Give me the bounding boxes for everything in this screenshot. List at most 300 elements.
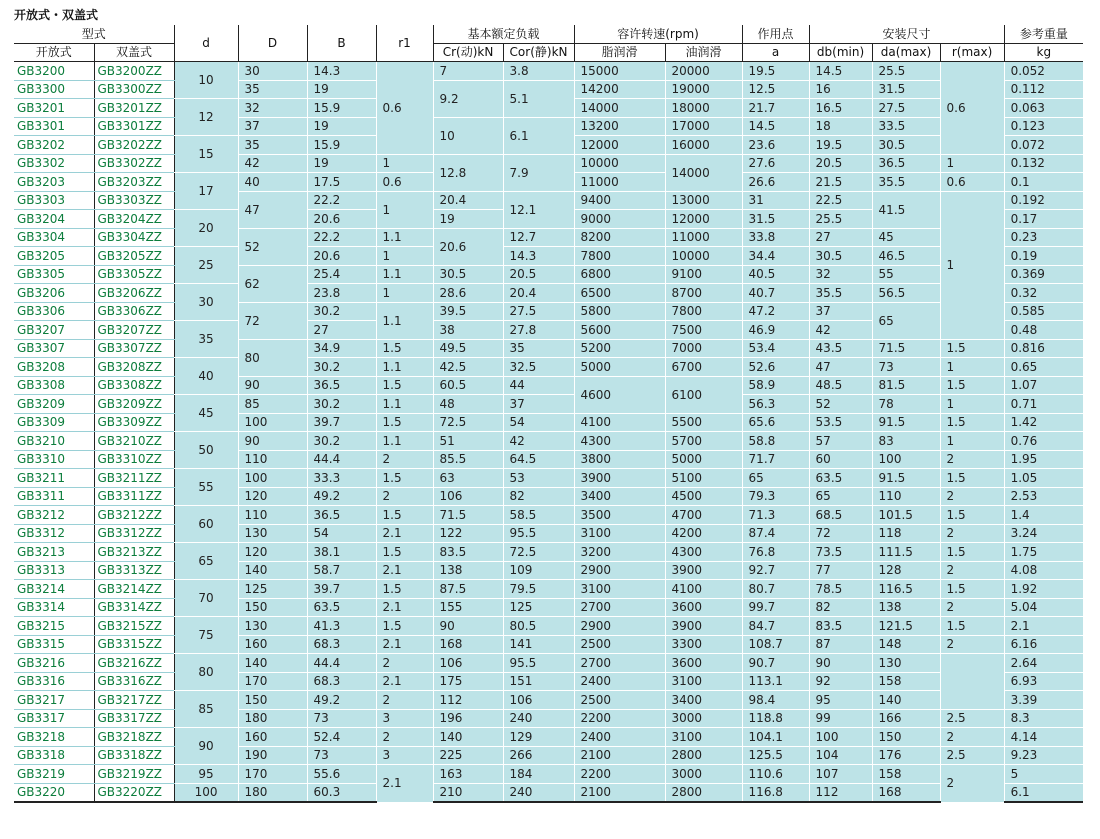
cell-cor: 95.5 (503, 654, 574, 673)
cell-action-a: 79.3 (742, 487, 809, 506)
table-row (14, 728, 1083, 747)
cell-oil-speed: 5000 (665, 450, 742, 469)
cell-model-open: GB3213 (14, 543, 94, 562)
cell-B: 30.2 (307, 358, 376, 377)
cell-model-double: GB3303ZZ (94, 191, 174, 210)
cell-r1: 1.1 (376, 395, 433, 414)
cell-D: 85 (238, 395, 307, 414)
cell-weight: 0.816 (1004, 339, 1083, 358)
cell-db: 30.5 (809, 247, 872, 266)
cell-weight: 0.072 (1004, 136, 1083, 155)
cell-model-open: GB3203 (14, 173, 94, 192)
cell-r1: 1.5 (376, 580, 433, 599)
cell-d: 20 (174, 210, 238, 247)
cell-oil-speed: 18000 (665, 99, 742, 118)
cell-r1: 3 (376, 746, 433, 765)
cell-action-a: 80.7 (742, 580, 809, 599)
cell-db: 53.5 (809, 413, 872, 432)
cell-r1: 0.6 (376, 173, 433, 192)
cell-db: 48.5 (809, 376, 872, 395)
header-d: d (174, 25, 238, 62)
cell-cor: 79.5 (503, 580, 574, 599)
cell-action-a: 76.8 (742, 543, 809, 562)
cell-action-a: 118.8 (742, 709, 809, 728)
cell-action-a: 98.4 (742, 691, 809, 710)
cell-db: 19.5 (809, 136, 872, 155)
cell-D: 160 (238, 635, 307, 654)
cell-model-open: GB3201 (14, 99, 94, 118)
cell-D: 140 (238, 654, 307, 673)
cell-r: 1.5 (940, 339, 1004, 358)
cell-weight: 1.42 (1004, 413, 1083, 432)
cell-model-double: GB3204ZZ (94, 210, 174, 229)
cell-cr: 60.5 (433, 376, 503, 395)
cell-cor: 42 (503, 432, 574, 451)
cell-D: 130 (238, 524, 307, 543)
cell-d: 75 (174, 617, 238, 654)
cell-da: 111.5 (872, 543, 940, 562)
cell-da: 100 (872, 450, 940, 469)
cell-oil-speed: 3100 (665, 672, 742, 691)
cell-oil-speed: 3400 (665, 691, 742, 710)
page-title: 开放式・双盖式 (14, 8, 99, 22)
cell-model-open: GB3304 (14, 228, 94, 247)
cell-D: 180 (238, 709, 307, 728)
cell-model-open: GB3310 (14, 450, 94, 469)
cell-da: 176 (872, 746, 940, 765)
cell-model-double: GB3212ZZ (94, 506, 174, 525)
cell-weight: 1.07 (1004, 376, 1083, 395)
table-row (14, 284, 1083, 303)
cell-oil-speed: 5100 (665, 469, 742, 488)
cell-B: 20.6 (307, 210, 376, 229)
cell-oil-speed: 3900 (665, 561, 742, 580)
cell-model-open: GB3314 (14, 598, 94, 617)
cell-weight: 0.112 (1004, 80, 1083, 99)
cell-B: 14.3 (307, 62, 376, 81)
cell-model-open: GB3210 (14, 432, 94, 451)
cell-cor: 58.5 (503, 506, 574, 525)
cell-model-open: GB3309 (14, 413, 94, 432)
cell-da: 138 (872, 598, 940, 617)
cell-B: 68.3 (307, 672, 376, 691)
cell-D: 62 (238, 265, 307, 302)
cell-r1: 2 (376, 691, 433, 710)
cell-d: 40 (174, 358, 238, 395)
cell-B: 15.9 (307, 136, 376, 155)
cell-cor: 141 (503, 635, 574, 654)
cell-grease-speed: 2400 (574, 672, 665, 691)
cell-d: 55 (174, 469, 238, 506)
cell-B: 30.2 (307, 302, 376, 321)
cell-model-double: GB3300ZZ (94, 80, 174, 99)
cell-D: 120 (238, 487, 307, 506)
cell-B: 54 (307, 524, 376, 543)
cell-weight: 6.1 (1004, 783, 1083, 802)
cell-da: 150 (872, 728, 940, 747)
cell-model-double: GB3306ZZ (94, 302, 174, 321)
cell-weight: 0.17 (1004, 210, 1083, 229)
cell-cr: 51 (433, 432, 503, 451)
cell-db: 65 (809, 487, 872, 506)
cell-db: 73.5 (809, 543, 872, 562)
cell-cr: 163 (433, 765, 503, 784)
cell-model-open: GB3208 (14, 358, 94, 377)
cell-r1: 2.1 (376, 672, 433, 691)
cell-r1: 1.5 (376, 543, 433, 562)
cell-B: 15.9 (307, 99, 376, 118)
header-open-type: 开放式 (14, 43, 94, 62)
cell-cr: 12.8 (433, 154, 503, 191)
cell-action-a: 92.7 (742, 561, 809, 580)
cell-oil-speed: 13000 (665, 191, 742, 210)
cell-d: 10 (174, 62, 238, 99)
cell-r: 1.5 (940, 580, 1004, 599)
cell-da: 166 (872, 709, 940, 728)
cell-da: 128 (872, 561, 940, 580)
header-speed: 容许转速(rpm) (574, 25, 742, 43)
cell-db: 16 (809, 80, 872, 99)
cell-cr: 210 (433, 783, 503, 802)
cell-d: 12 (174, 99, 238, 136)
cell-cr: 168 (433, 635, 503, 654)
cell-model-double: GB3302ZZ (94, 154, 174, 173)
cell-action-a: 125.5 (742, 746, 809, 765)
cell-r: 1 (940, 432, 1004, 451)
cell-action-a: 116.8 (742, 783, 809, 802)
cell-oil-speed: 7000 (665, 339, 742, 358)
cell-r1: 1 (376, 154, 433, 173)
cell-r1: 1 (376, 191, 433, 228)
cell-D: 72 (238, 302, 307, 339)
cell-D: 30 (238, 62, 307, 81)
table-row (14, 783, 1083, 802)
cell-cr: 122 (433, 524, 503, 543)
cell-model-double: GB3314ZZ (94, 598, 174, 617)
cell-r1: 1 (376, 247, 433, 266)
cell-action-a: 84.7 (742, 617, 809, 636)
cell-oil-speed: 20000 (665, 62, 742, 81)
cell-oil-speed: 5700 (665, 432, 742, 451)
header-action-point: 作用点 (742, 25, 809, 43)
cell-action-a: 65.6 (742, 413, 809, 432)
cell-db: 22.5 (809, 191, 872, 210)
cell-weight: 0.19 (1004, 247, 1083, 266)
cell-cr: 30.5 (433, 265, 503, 284)
cell-model-open: GB3315 (14, 635, 94, 654)
cell-D: 90 (238, 432, 307, 451)
cell-D: 40 (238, 173, 307, 192)
cell-oil-speed: 4700 (665, 506, 742, 525)
cell-B: 44.4 (307, 450, 376, 469)
cell-action-a: 34.4 (742, 247, 809, 266)
cell-model-double: GB3203ZZ (94, 173, 174, 192)
cell-grease-speed: 11000 (574, 173, 665, 192)
cell-weight: 0.23 (1004, 228, 1083, 247)
cell-cor: 20.4 (503, 284, 574, 303)
cell-model-double: GB3304ZZ (94, 228, 174, 247)
cell-B: 73 (307, 746, 376, 765)
cell-model-open: GB3301 (14, 117, 94, 136)
cell-r: 1 (940, 154, 1004, 173)
cell-cr: 72.5 (433, 413, 503, 432)
cell-D: 150 (238, 598, 307, 617)
cell-action-a: 31 (742, 191, 809, 210)
cell-db: 100 (809, 728, 872, 747)
cell-grease-speed: 3500 (574, 506, 665, 525)
header-cor: Cor(静)kN (503, 43, 574, 62)
cell-model-open: GB3200 (14, 62, 94, 81)
cell-D: 80 (238, 339, 307, 376)
cell-cor: 80.5 (503, 617, 574, 636)
cell-D: 37 (238, 117, 307, 136)
cell-cor: 3.8 (503, 62, 574, 81)
cell-model-open: GB3207 (14, 321, 94, 340)
cell-model-double: GB3208ZZ (94, 358, 174, 377)
cell-action-a: 65 (742, 469, 809, 488)
cell-cr: 83.5 (433, 543, 503, 562)
cell-r1: 0.6 (376, 62, 433, 155)
cell-oil-speed: 17000 (665, 117, 742, 136)
cell-model-double: GB3202ZZ (94, 136, 174, 155)
cell-db: 16.5 (809, 99, 872, 118)
cell-r: 2 (940, 524, 1004, 543)
cell-D: 110 (238, 506, 307, 525)
cell-action-a: 56.3 (742, 395, 809, 414)
cell-r: 2 (940, 598, 1004, 617)
cell-oil-speed: 19000 (665, 80, 742, 99)
cell-B: 68.3 (307, 635, 376, 654)
cell-cr: 28.6 (433, 284, 503, 303)
cell-model-double: GB3317ZZ (94, 709, 174, 728)
cell-model-double: GB3216ZZ (94, 654, 174, 673)
cell-D: 170 (238, 765, 307, 784)
cell-model-open: GB3216 (14, 654, 94, 673)
cell-grease-speed: 5800 (574, 302, 665, 321)
cell-model-open: GB3311 (14, 487, 94, 506)
cell-db: 52 (809, 395, 872, 414)
cell-cr: 7 (433, 62, 503, 81)
cell-da: 71.5 (872, 339, 940, 358)
cell-oil-speed: 9100 (665, 265, 742, 284)
table-row (14, 358, 1083, 377)
cell-cor: 109 (503, 561, 574, 580)
cell-oil-speed: 3600 (665, 598, 742, 617)
cell-action-a: 12.5 (742, 80, 809, 99)
cell-da: 130 (872, 654, 940, 673)
cell-cr: 175 (433, 672, 503, 691)
header-r: r(max) (940, 43, 1004, 62)
cell-grease-speed: 3200 (574, 543, 665, 562)
table-row (14, 62, 1083, 81)
cell-d: 65 (174, 543, 238, 580)
cell-B: 55.6 (307, 765, 376, 784)
cell-cr: 63 (433, 469, 503, 488)
cell-r: 1.5 (940, 376, 1004, 395)
cell-db: 20.5 (809, 154, 872, 173)
cell-r: 1.5 (940, 506, 1004, 525)
cell-D: 110 (238, 450, 307, 469)
cell-weight: 1.75 (1004, 543, 1083, 562)
cell-action-a: 40.7 (742, 284, 809, 303)
cell-grease-speed: 2900 (574, 617, 665, 636)
cell-cr: 225 (433, 746, 503, 765)
cell-weight: 0.76 (1004, 432, 1083, 451)
cell-action-a: 110.6 (742, 765, 809, 784)
cell-cr: 138 (433, 561, 503, 580)
cell-B: 30.2 (307, 432, 376, 451)
cell-d: 15 (174, 136, 238, 173)
cell-r1: 1.1 (376, 432, 433, 451)
cell-cor: 12.1 (503, 191, 574, 228)
cell-weight: 3.39 (1004, 691, 1083, 710)
cell-B: 38.1 (307, 543, 376, 562)
cell-B: 20.6 (307, 247, 376, 266)
header-mount: 安装尺寸 (809, 25, 1004, 43)
cell-weight: 4.08 (1004, 561, 1083, 580)
cell-cor: 95.5 (503, 524, 574, 543)
cell-db: 83.5 (809, 617, 872, 636)
cell-da: 158 (872, 672, 940, 691)
header-r1: r1 (376, 25, 433, 62)
cell-db: 78.5 (809, 580, 872, 599)
cell-B: 58.7 (307, 561, 376, 580)
cell-cor: 6.1 (503, 117, 574, 154)
cell-oil-speed: 6100 (665, 376, 742, 413)
cell-r1: 1.1 (376, 358, 433, 377)
cell-da: 91.5 (872, 413, 940, 432)
cell-model-open: GB3305 (14, 265, 94, 284)
cell-grease-speed: 3100 (574, 524, 665, 543)
cell-cr: 112 (433, 691, 503, 710)
cell-model-open: GB3306 (14, 302, 94, 321)
cell-r: 1 (940, 358, 1004, 377)
cell-d: 50 (174, 432, 238, 469)
cell-weight: 3.24 (1004, 524, 1083, 543)
cell-da: 78 (872, 395, 940, 414)
cell-D: 35 (238, 80, 307, 99)
cell-oil-speed: 3600 (665, 654, 742, 673)
cell-action-a: 40.5 (742, 265, 809, 284)
cell-oil-speed: 4300 (665, 543, 742, 562)
cell-r1: 2 (376, 450, 433, 469)
cell-action-a: 58.8 (742, 432, 809, 451)
cell-B: 63.5 (307, 598, 376, 617)
cell-da: 27.5 (872, 99, 940, 118)
cell-da: 56.5 (872, 284, 940, 303)
cell-weight: 1.4 (1004, 506, 1083, 525)
cell-cor: 14.3 (503, 247, 574, 266)
cell-db: 87 (809, 635, 872, 654)
table-row (14, 617, 1083, 636)
cell-grease-speed: 2400 (574, 728, 665, 747)
cell-cor: 184 (503, 765, 574, 784)
cell-weight: 8.3 (1004, 709, 1083, 728)
cell-weight: 6.93 (1004, 672, 1083, 691)
cell-weight: 6.16 (1004, 635, 1083, 654)
cell-action-a: 46.9 (742, 321, 809, 340)
cell-grease-speed: 4300 (574, 432, 665, 451)
cell-model-open: GB3316 (14, 672, 94, 691)
cell-da: 168 (872, 783, 940, 802)
cell-db: 92 (809, 672, 872, 691)
cell-cor: 7.9 (503, 154, 574, 191)
cell-grease-speed: 8200 (574, 228, 665, 247)
cell-action-a: 19.5 (742, 62, 809, 81)
cell-da: 41.5 (872, 191, 940, 228)
cell-cr: 20.6 (433, 228, 503, 265)
cell-da: 55 (872, 265, 940, 284)
cell-r: 2 (940, 765, 1004, 803)
cell-oil-speed: 11000 (665, 228, 742, 247)
cell-db: 25.5 (809, 210, 872, 229)
table-row (14, 654, 1083, 673)
table-row (14, 580, 1083, 599)
cell-cr: 155 (433, 598, 503, 617)
cell-model-double: GB3215ZZ (94, 617, 174, 636)
cell-grease-speed: 2500 (574, 691, 665, 710)
cell-db: 112 (809, 783, 872, 802)
cell-d: 90 (174, 728, 238, 765)
cell-action-a: 47.2 (742, 302, 809, 321)
cell-oil-speed: 3000 (665, 709, 742, 728)
header-model: 型式 (14, 25, 174, 43)
cell-B: 39.7 (307, 580, 376, 599)
cell-model-open: GB3206 (14, 284, 94, 303)
header-D: D (238, 25, 307, 62)
cell-model-double: GB3309ZZ (94, 413, 174, 432)
cell-db: 18 (809, 117, 872, 136)
cell-model-open: GB3313 (14, 561, 94, 580)
cell-model-open: GB3212 (14, 506, 94, 525)
cell-D: 160 (238, 728, 307, 747)
header-grease: 脂润滑 (574, 43, 665, 62)
cell-da: 110 (872, 487, 940, 506)
cell-cor: 106 (503, 691, 574, 710)
cell-db: 27 (809, 228, 872, 247)
cell-db: 77 (809, 561, 872, 580)
cell-oil-speed: 6700 (665, 358, 742, 377)
cell-r1: 1.1 (376, 228, 433, 247)
cell-model-double: GB3220ZZ (94, 783, 174, 802)
cell-model-open: GB3317 (14, 709, 94, 728)
cell-grease-speed: 5600 (574, 321, 665, 340)
cell-cor: 72.5 (503, 543, 574, 562)
header-kg: kg (1004, 43, 1083, 62)
cell-B: 60.3 (307, 783, 376, 802)
cell-da: 31.5 (872, 80, 940, 99)
cell-cr: 140 (433, 728, 503, 747)
cell-oil-speed: 14000 (665, 154, 742, 191)
cell-B: 73 (307, 709, 376, 728)
cell-grease-speed: 6500 (574, 284, 665, 303)
cell-action-a: 23.6 (742, 136, 809, 155)
cell-cor: 240 (503, 783, 574, 802)
cell-action-a: 90.7 (742, 654, 809, 673)
cell-grease-speed: 2200 (574, 709, 665, 728)
cell-D: 35 (238, 136, 307, 155)
cell-oil-speed: 12000 (665, 210, 742, 229)
cell-da: 118 (872, 524, 940, 543)
cell-weight: 0.052 (1004, 62, 1083, 81)
cell-model-double: GB3311ZZ (94, 487, 174, 506)
cell-model-double: GB3213ZZ (94, 543, 174, 562)
cell-cor: 44 (503, 376, 574, 395)
cell-d: 80 (174, 654, 238, 691)
cell-da: 140 (872, 691, 940, 710)
cell-cr: 85.5 (433, 450, 503, 469)
cell-r: 1.5 (940, 617, 1004, 636)
